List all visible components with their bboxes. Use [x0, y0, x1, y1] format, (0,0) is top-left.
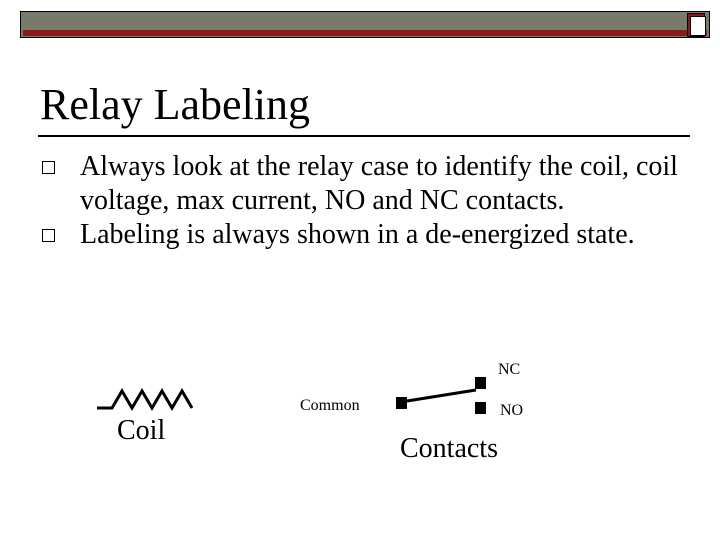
bullet-text: Always look at the relay case to identify the coil, coil voltage, max current, NO and NC contacts. — [80, 151, 678, 216]
bullet-text: Labeling is always shown in a de-energized state. — [80, 219, 635, 250]
slide-title: Relay Labeling — [40, 80, 311, 129]
coil-symbol — [97, 391, 192, 408]
common-label: Common — [300, 397, 360, 414]
nc-label: NC — [498, 361, 521, 378]
contact-arm — [407, 390, 476, 401]
common-terminal — [396, 397, 407, 409]
no-label: NO — [500, 402, 524, 419]
coil-label: Coil — [117, 415, 166, 446]
nc-terminal — [475, 377, 486, 389]
no-terminal — [475, 402, 486, 414]
contacts-label: Contacts — [400, 433, 498, 464]
